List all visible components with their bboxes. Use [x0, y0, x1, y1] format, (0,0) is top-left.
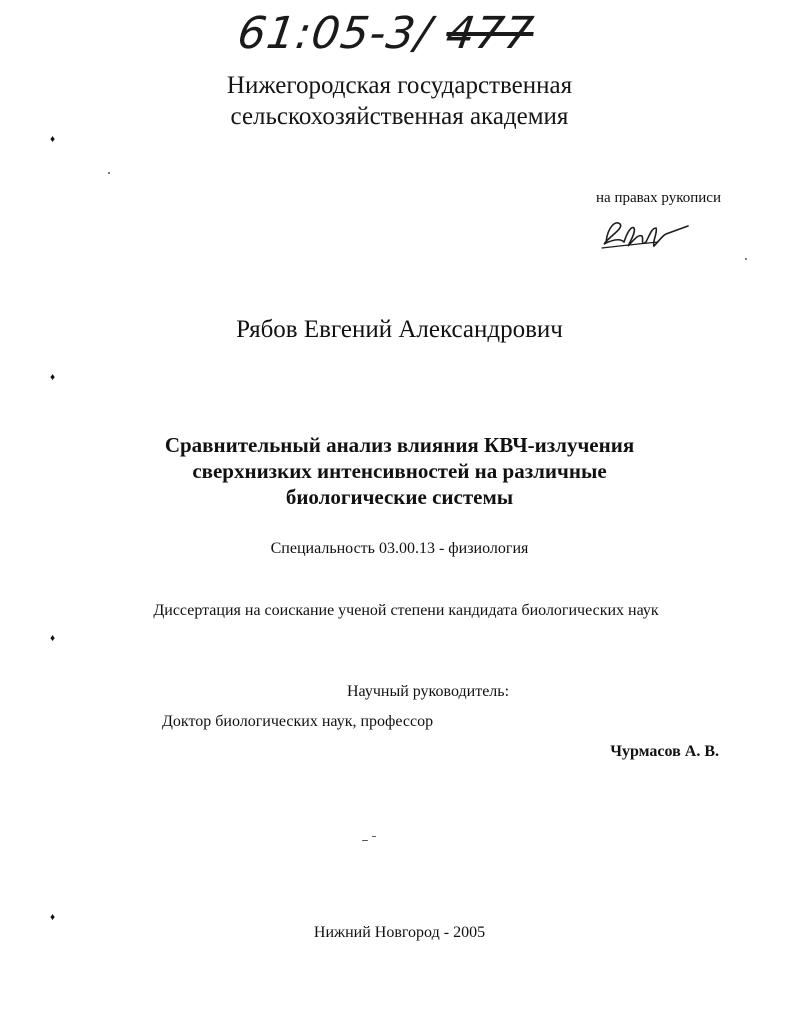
- dissertation-title: [0, 432, 799, 510]
- institution-line-2: сельскохозяйственная академия: [230, 103, 569, 130]
- supervisor-rank: Доктор биологических наук, профессор: [162, 713, 434, 730]
- author-name: Рябов Евгений Александрович: [236, 316, 563, 343]
- supervisor-label: Научный руководитель:: [347, 683, 510, 700]
- rights-note: на правах рукописи: [596, 190, 721, 206]
- scan-speck: [372, 836, 376, 837]
- dissertation-type: Диссертация на соискание ученой степени кандидата биологических наук: [153, 602, 659, 619]
- institution-name: [0, 70, 799, 132]
- title-line-3: биологические системы: [285, 485, 514, 509]
- binding-hole-icon: ♦: [50, 134, 56, 145]
- scan-speck: [362, 840, 368, 841]
- scan-speck: [108, 172, 110, 174]
- author-signature: [598, 212, 690, 254]
- shelf-mark-main: 61:05-3/: [234, 8, 436, 59]
- city-year: Нижний Новгород - 2005: [313, 924, 486, 941]
- title-line-2: сверхнизких интенсивностей на различные: [192, 459, 607, 483]
- binding-hole-icon: ♦: [50, 633, 56, 644]
- specialty: Специальность 03.00.13 - физиология: [270, 540, 529, 557]
- supervisor-name: Чурмасов А. В.: [610, 743, 719, 760]
- shelf-mark-struck: 477: [442, 8, 538, 59]
- title-line-1: Сравнительный анализ влияния КВЧ-излучения: [164, 433, 635, 457]
- institution-line-1: Нижегородская государственная: [226, 72, 573, 99]
- binding-hole-icon: ♦: [50, 912, 56, 923]
- binding-hole-icon: ♦: [50, 372, 56, 383]
- scan-speck: [745, 258, 747, 260]
- handwritten-shelf-mark: [234, 8, 537, 59]
